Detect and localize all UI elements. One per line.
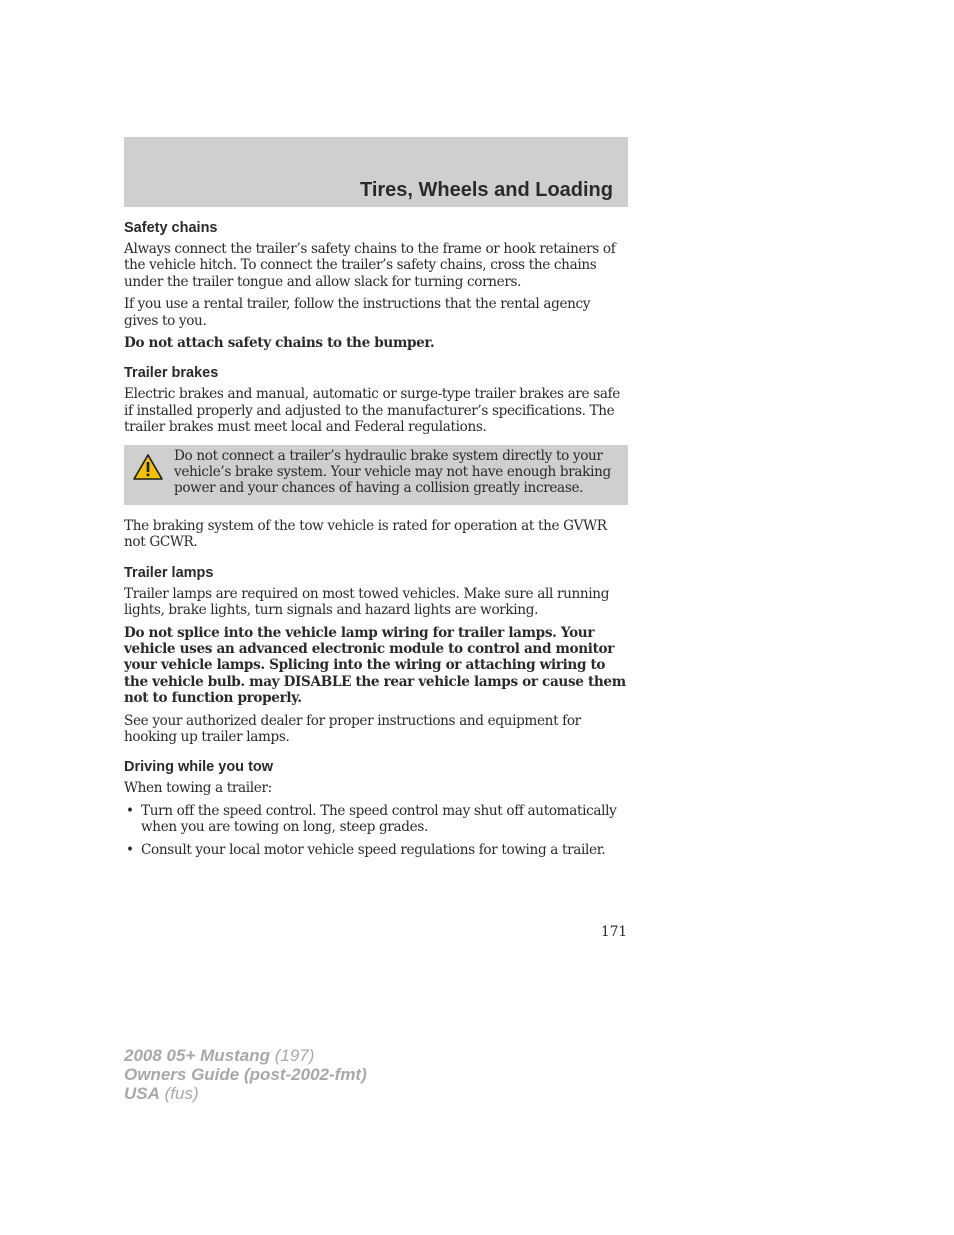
document-footer (124, 1046, 367, 1103)
bold-notice: Do not attach safety chains to the bumper. (124, 335, 435, 352)
paragraph: The braking system of the tow vehicle is rated for operation at the GVWR not GCWR. (124, 517, 607, 551)
section-driving-while-you-tow (124, 757, 628, 858)
chapter-header-band (124, 137, 628, 207)
list-item (124, 803, 628, 836)
list-item (124, 842, 628, 858)
footer-line-market: USA (fus) (124, 1084, 199, 1103)
page-number: 171 (601, 924, 627, 940)
paragraph: When towing a trailer: (124, 780, 272, 797)
chapter-title: Tires, Wheels and Loading (359, 179, 613, 201)
paragraph: See your authorized dealer for proper instructions and equipment for hooking up trailer lamps. (124, 712, 581, 745)
section-trailer-brakes (124, 363, 628, 550)
paragraph: If you use a rental trailer, follow the instructions that the rental agency gives to you. (124, 296, 591, 329)
section-safety-chains (124, 218, 628, 351)
section-heading: Trailer lamps (124, 564, 214, 581)
footer-line-model: 2008 05+ Mustang (197) (124, 1046, 315, 1065)
bullet-list (124, 803, 628, 858)
section-heading: Driving while you tow (124, 759, 274, 776)
footer-line-guide: Owners Guide (post-2002-fmt) (124, 1065, 367, 1084)
warning-text: Do not connect a trailer’s hydraulic brake system directly to your vehicle’s brake system. Your vehicle may not have enough braking power and your chances of having a collision greatly increase. (174, 447, 611, 497)
paragraph: Always connect the trailer’s safety chains to the frame or hook retainers of the vehicle hitch. To connect the trailer’s safety chains, cross the chains under the trailer tongue and allow slack for turning corners. (124, 241, 616, 290)
bold-notice: Do not splice into the vehicle lamp wiring for trailer lamps. Your vehicle uses an advanced electronic module to control and monitor your vehicle lamps. Splicing into the wiring or attaching wiring to the vehicle bulb. may DISABLE the rear vehicle lamps or cause them not to function properly. (124, 624, 626, 707)
section-heading: Trailer brakes (124, 365, 219, 382)
paragraph: Trailer lamps are required on most towed vehicles. Make sure all running lights, brake lights, turn signals and hazard lights are working. (124, 585, 610, 619)
bullet-icon: • (126, 802, 134, 819)
warning-triangle-icon (132, 453, 164, 481)
paragraph: Electric brakes and manual, automatic or surge-type trailer brakes are safe if installed properly and adjusted to the manufacturer’s specifications. The trailer brakes must meet local and Federal regulations. (124, 386, 620, 436)
section-heading: Safety chains (124, 220, 218, 236)
list-item-text: Turn off the speed control. The speed control may shut off automatically when you are towing on long, steep grades. (141, 802, 617, 836)
list-item-text: Consult your local motor vehicle speed regulations for towing a trailer. (141, 841, 606, 858)
bullet-icon: • (126, 841, 134, 858)
warning-box (124, 445, 628, 505)
page-content (124, 218, 628, 864)
section-trailer-lamps (124, 563, 628, 746)
